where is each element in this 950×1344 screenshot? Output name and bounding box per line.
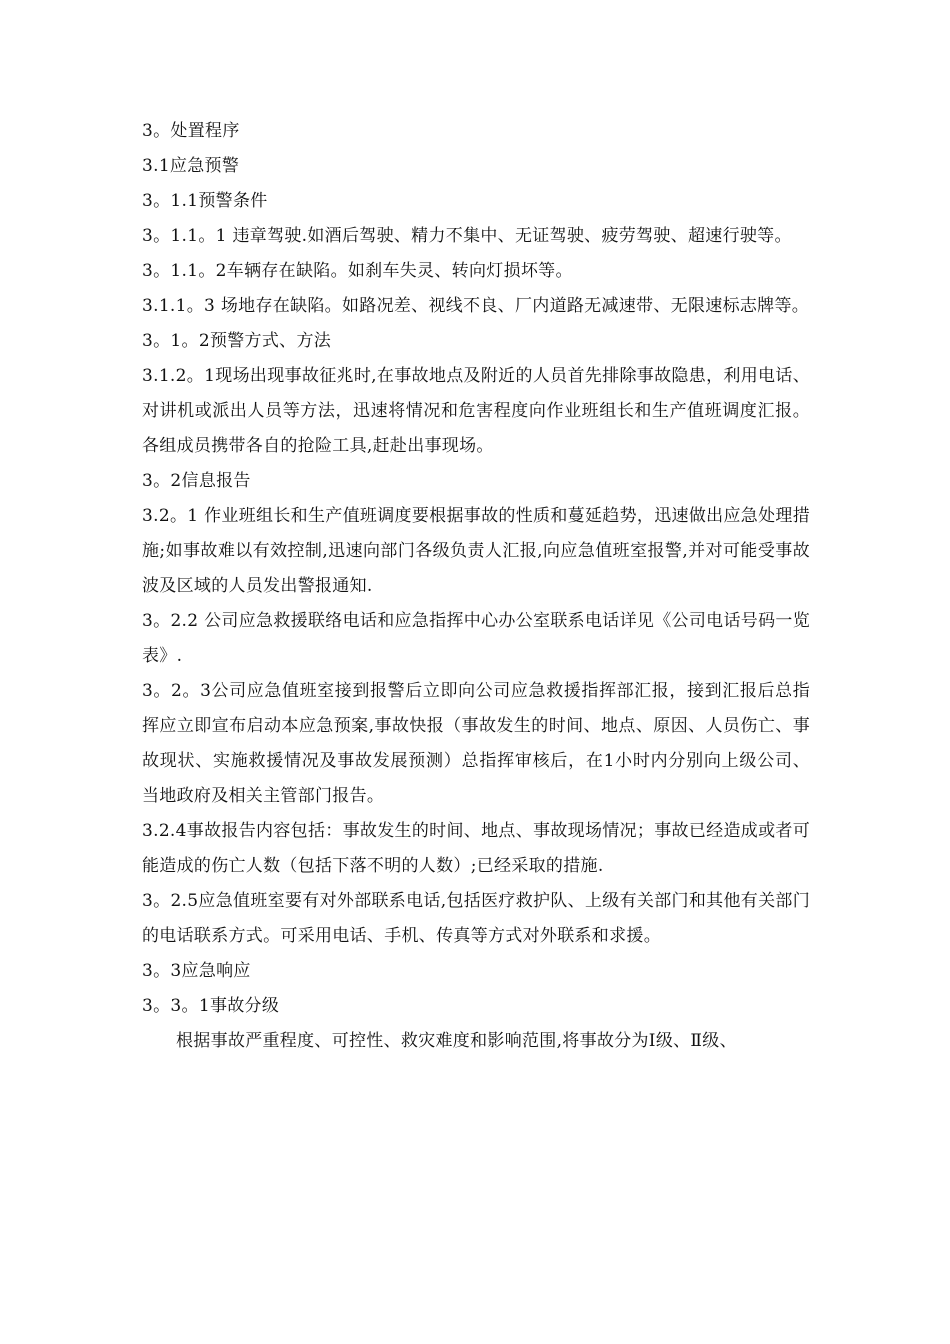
heading-disposal-procedure: 3。处置程序	[142, 121, 240, 141]
heading-warning-conditions: 3。1.1预警条件	[142, 191, 268, 211]
heading-emergency-warning: 3.1应急预警	[142, 156, 240, 176]
paragraph-duty-room-report: 3。2。3公司应急值班室接到报警后立即向公司应急救援指挥部汇报，接到汇报后总指挥应立即宣布启动本应急预案,事故快报（事故发生的时间、地点、原因、人员伤亡、事故现状、实施救援情况及事故发展预测）总指挥审核后，在1小时内分别向上级公司、当地政府及相关主管部门报告。	[142, 681, 810, 806]
paragraph-classification-basis: 根据事故严重程度、可控性、救灾难度和影响范围,将事故分为Ⅰ级、Ⅱ级、	[176, 1031, 737, 1051]
paragraph-vehicle-defects: 3。1.1。2车辆存在缺陷。如刹车失灵、转向灯损坏等。	[142, 261, 573, 281]
paragraph-illegal-driving: 3。1.1。1 违章驾驶.如酒后驾驶、精力不集中、无证驾驶、疲劳驾驶、超速行驶等。	[142, 226, 792, 246]
paragraph-onsite-warning: 3.1.2。1现场出现事故征兆时,在事故地点及附近的人员首先排除事故隐患，利用电话、对讲机或派出人员等方法，迅速将情况和危害程度向作业班组长和生产值班调度汇报。各组成员携带各自的抢险工具,赶赴出事现场。	[142, 366, 810, 456]
paragraph-site-defects: 3.1.1。3 场地存在缺陷。如路况差、视线不良、厂内道路无减速带、无限速标志牌等。	[142, 296, 810, 316]
paragraph-external-contacts: 3。2.5应急值班室要有对外部联系电话,包括医疗救护队、上级有关部门和其他有关部门的电话联系方式。可采用电话、手机、传真等方式对外联系和求援。	[142, 891, 810, 946]
paragraph-contact-phones: 3。2.2 公司应急救援联络电话和应急指挥中心办公室联系电话详见《公司电话号码一览表》.	[142, 611, 810, 666]
heading-emergency-response: 3。3应急响应	[142, 961, 251, 981]
paragraph-team-leader-response: 3.2。1 作业班组长和生产值班调度要根据事故的性质和蔓延趋势，迅速做出应急处理措施;如事故难以有效控制,迅速向部门各级负责人汇报,向应急值班室报警,并对可能受事故波及区域的人员发出警报通知.	[142, 506, 810, 596]
document-body	[142, 114, 810, 1059]
heading-warning-methods: 3。1。2预警方式、方法	[142, 331, 332, 351]
heading-information-report: 3。2信息报告	[142, 471, 251, 491]
paragraph-report-contents: 3.2.4事故报告内容包括：事故发生的时间、地点、事故现场情况；事故已经造成或者可能造成的伤亡人数（包括下落不明的人数）;已经采取的措施.	[142, 821, 810, 876]
heading-accident-classification: 3。3。1事故分级	[142, 996, 280, 1016]
